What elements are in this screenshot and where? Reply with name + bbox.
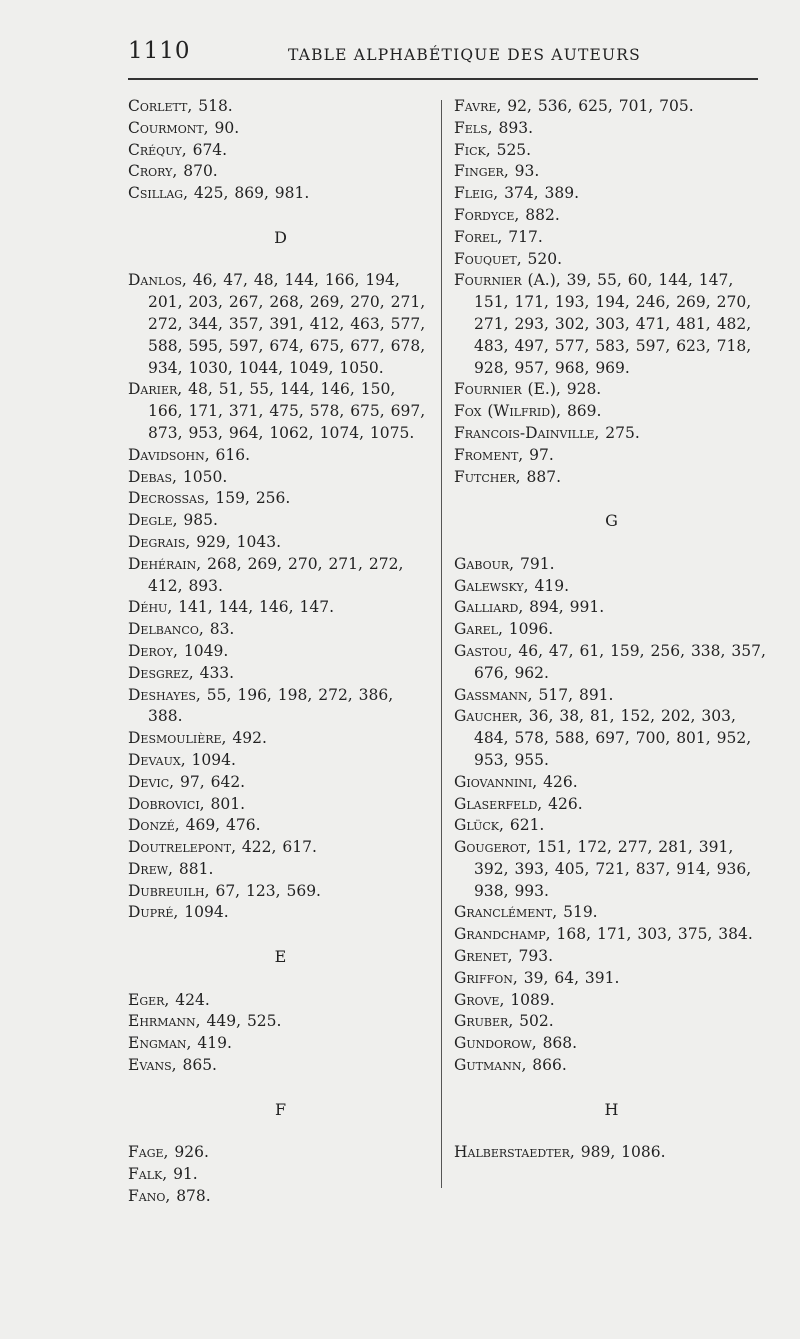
index-entry: Gabour, 791. xyxy=(454,554,555,573)
index-entry: Finger, 93. xyxy=(454,162,540,181)
right-column xyxy=(454,96,769,1164)
left-column xyxy=(128,96,433,1208)
index-entry: Fordyce, 882. xyxy=(454,205,560,224)
index-entry: Davidsohn, 616. xyxy=(128,445,251,464)
index-entry: Evans, 865. xyxy=(128,1056,217,1075)
section-letter: E xyxy=(274,947,287,967)
index-entry: Degrais, 929, 1043. xyxy=(128,532,282,551)
index-entry: Ehrmann, 449, 525. xyxy=(128,1012,282,1031)
index-entry: Galewsky, 419. xyxy=(454,576,570,595)
index-entry: Créquy, 674. xyxy=(128,140,228,159)
index-entry: Fick, 525. xyxy=(454,140,532,159)
index-entry: Devic, 97, 642. xyxy=(128,772,246,791)
index-entry: Griffon, 39, 64, 391. xyxy=(454,968,620,987)
index-entry: Csillag, 425, 869, 981. xyxy=(128,184,310,203)
index-entry: Granclément, 519. xyxy=(454,903,598,922)
index-entry: Deroy, 1049. xyxy=(128,641,229,660)
index-entry: Forel, 717. xyxy=(454,227,543,246)
index-entry: Corlett, 518. xyxy=(128,97,233,115)
index-entry: Grandchamp, 168, 171, 303, 375, 384. xyxy=(454,925,753,944)
index-entry: Gougerot, 151, 172, 277, 281, 391, 392, 393, 405, 721, 837, 914, 936, 938, 993. xyxy=(454,838,752,900)
index-entry: Glück, 621. xyxy=(454,816,545,835)
index-entry: Dubreuilh, 67, 123, 569. xyxy=(128,881,321,900)
section-letter: D xyxy=(274,227,287,247)
index-entry: Decrossas, 159, 256. xyxy=(128,489,291,508)
section-letter: H xyxy=(604,1099,619,1119)
header-rule xyxy=(128,78,758,80)
page-number: 1110 xyxy=(128,38,191,64)
index-entry: Grove, 1089. xyxy=(454,990,555,1009)
index-entry: Donzé, 469, 476. xyxy=(128,816,261,835)
index-entry: Froment, 97. xyxy=(454,445,554,464)
index-entry: Futcher, 887. xyxy=(454,467,562,486)
index-entry: Engman, 419. xyxy=(128,1034,232,1053)
index-entry: Giovannini, 426. xyxy=(454,772,578,791)
index-entry: Delbanco, 83. xyxy=(128,620,235,639)
index-entry: Déhu, 141, 144, 146, 147. xyxy=(128,598,335,617)
index-entry: Gastou, 46, 47, 61, 159, 256, 338, 357, 676, 962. xyxy=(454,641,766,682)
column-divider xyxy=(441,100,442,1188)
index-entry: Gutmann, 866. xyxy=(454,1056,567,1075)
index-entry: Fage, 926. xyxy=(128,1143,209,1162)
index-entry: Eger, 424. xyxy=(128,990,210,1009)
index-entry: Gruber, 502. xyxy=(454,1012,554,1031)
running-title: TABLE ALPHABÉTIQUE DES AUTEURS xyxy=(288,46,641,64)
index-entry: Favre, 92, 536, 625, 701, 705. xyxy=(454,97,694,115)
index-entry: Deshayes, 55, 196, 198, 272, 386, 388. xyxy=(128,685,394,726)
index-entry: Darier, 48, 51, 55, 144, 146, 150, 166, 171, 371, 475, 578, 675, 697, 873, 953, 964, 1062, 1074, 1075. xyxy=(128,380,426,442)
index-entry: Fournier (A.), 39, 55, 60, 144, 147, 151, 171, 193, 194, 246, 269, 270, 271, 293, 302, 303, 471, 481, 482, 483, 497, 577, 583, 597, 623, 718, 928, 957, 968, 969. xyxy=(454,271,752,377)
index-entry: Dehérain, 268, 269, 270, 271, 272, 412, 893. xyxy=(128,554,404,595)
index-entry: Courmont, 90. xyxy=(128,118,240,137)
index-entry: Crory, 870. xyxy=(128,162,218,181)
index-entry: Fleig, 374, 389. xyxy=(454,184,580,203)
section-letter: F xyxy=(274,1099,287,1119)
page-header xyxy=(128,38,768,78)
index-entry: Grenet, 793. xyxy=(454,947,554,966)
index-entry: Fels, 893. xyxy=(454,118,533,137)
index-entry: Fox (Wilfrid), 869. xyxy=(454,402,602,421)
index-entry: Drew, 881. xyxy=(128,859,214,878)
index-entry: Doutrelepont, 422, 617. xyxy=(128,838,317,857)
index-entry: Gaucher, 36, 38, 81, 152, 202, 303, 484, 578, 588, 697, 700, 801, 952, 953, 955. xyxy=(454,707,752,769)
index-entry: Francois-Dainville, 275. xyxy=(454,423,640,442)
index-entry: Halberstaedter, 989, 1086. xyxy=(454,1143,666,1162)
index-entry: Desgrez, 433. xyxy=(128,663,235,682)
section-letter: G xyxy=(605,511,618,531)
index-entry: Garel, 1096. xyxy=(454,620,554,639)
index-entry: Fouquet, 520. xyxy=(454,249,563,268)
index-entry: Danlos, 46, 47, 48, 144, 166, 194, 201, 203, 267, 268, 269, 270, 271, 272, 344, 357, 391, 412, 463, 577, 588, 595, 597, 674, 675, 677, 678, 934, 1030, 1044, 1049, 1050. xyxy=(128,271,426,377)
index-entry: Fano, 878. xyxy=(128,1186,211,1205)
index-entry: Falk, 91. xyxy=(128,1165,198,1184)
index-entry: Dobrovici, 801. xyxy=(128,794,246,813)
index-entry: Fournier (E.), 928. xyxy=(454,380,602,399)
index-entry: Degle, 985. xyxy=(128,511,218,530)
index-entry: Gassmann, 517, 891. xyxy=(454,685,614,704)
index-entry: Debas, 1050. xyxy=(128,467,228,486)
index-entry: Dupré, 1094. xyxy=(128,903,229,922)
index-entry: Galliard, 894, 991. xyxy=(454,598,605,617)
index-entry: Devaux, 1094. xyxy=(128,750,236,769)
index-entry: Glaserfeld, 426. xyxy=(454,794,583,813)
index-entry: Gundorow, 868. xyxy=(454,1034,578,1053)
index-entry: Desmoulière, 492. xyxy=(128,729,267,748)
